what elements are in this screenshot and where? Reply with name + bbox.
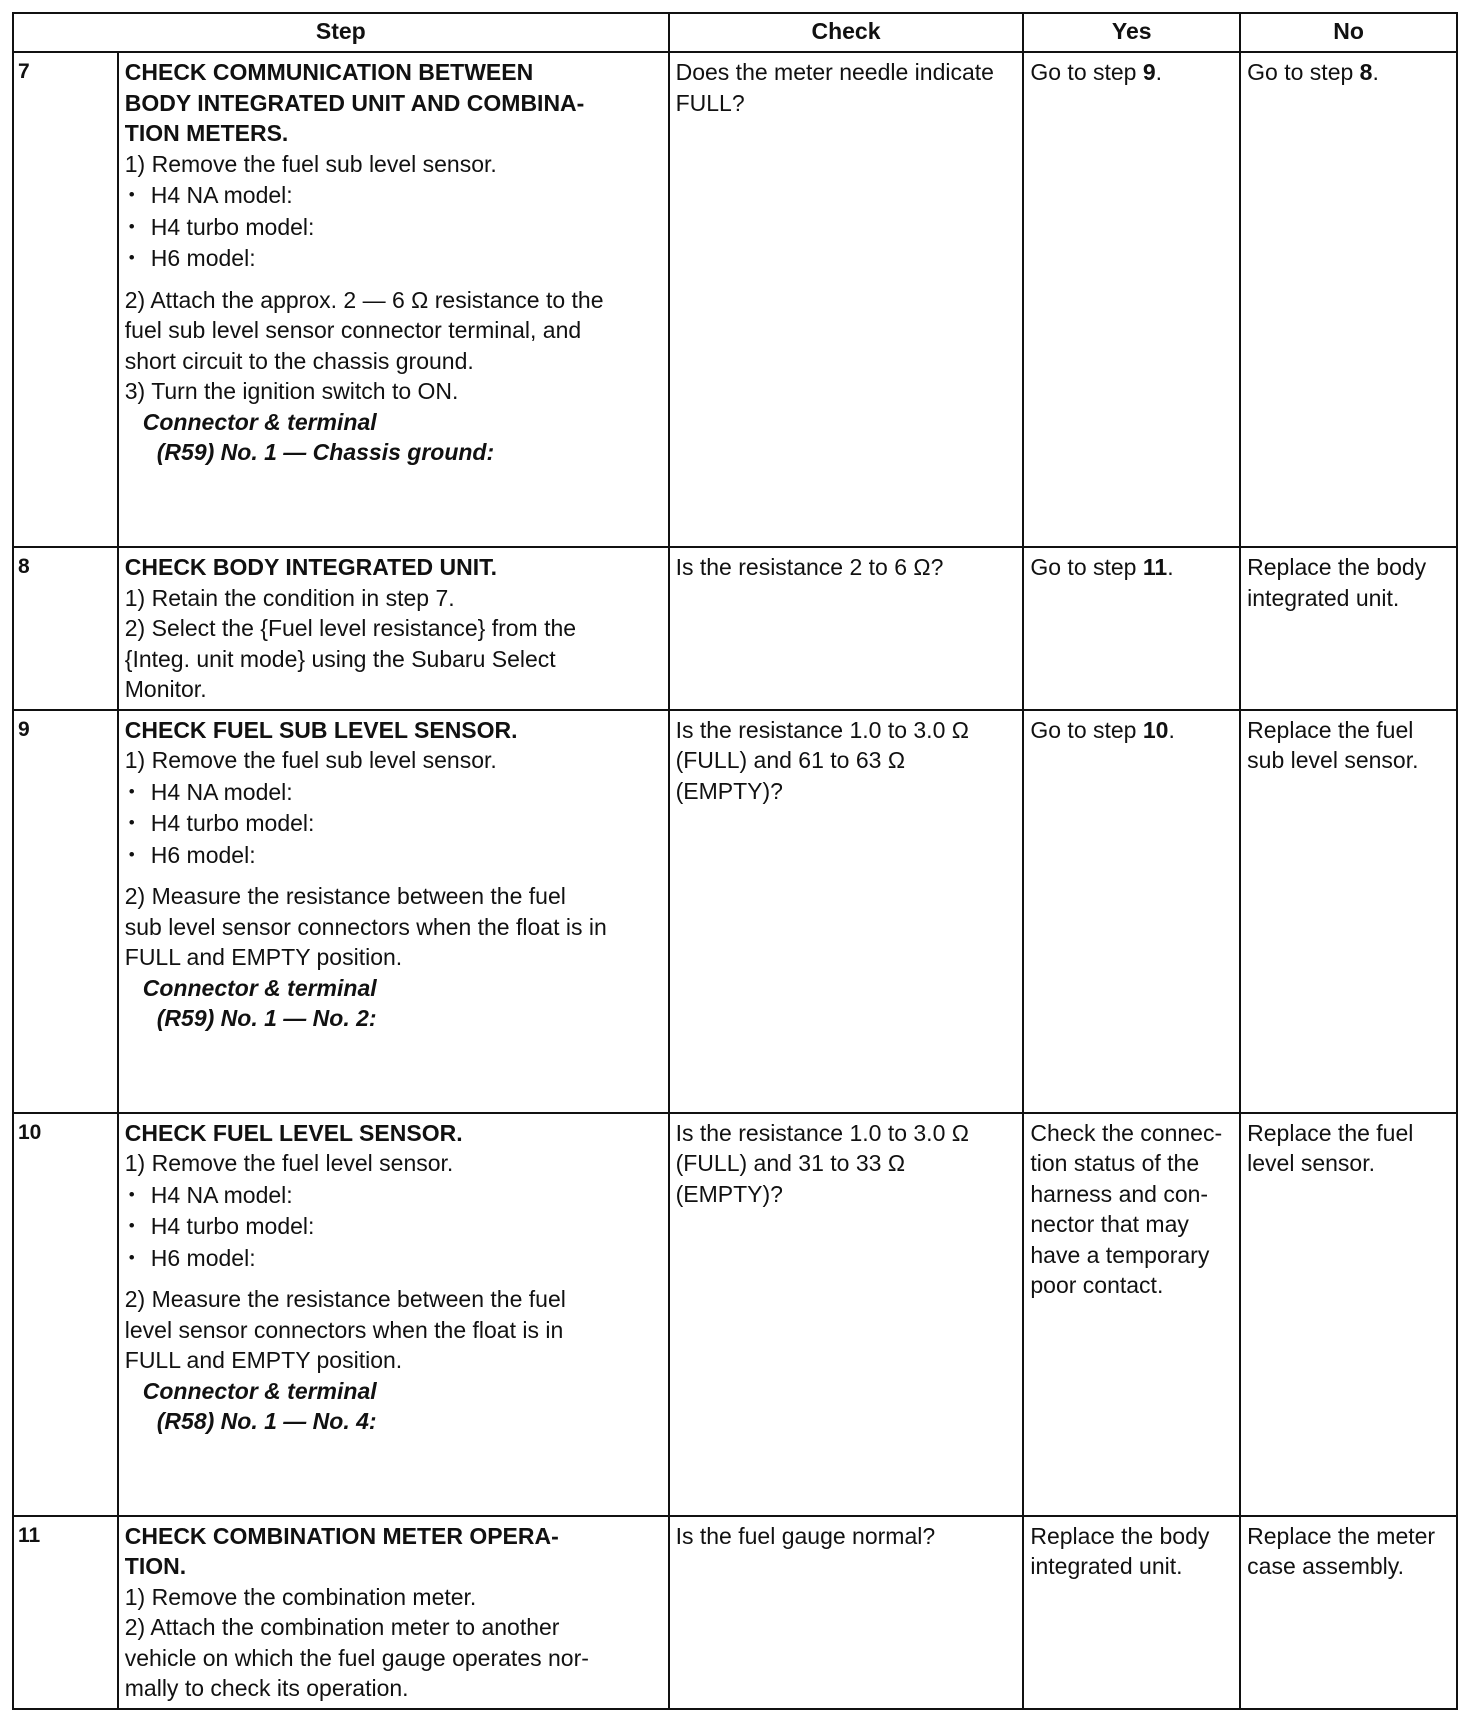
check-cell: Is the fuel gauge normal?	[669, 1516, 1024, 1709]
step-line: 1) Remove the fuel level sensor.	[124, 1150, 454, 1176]
step-number: 9	[13, 710, 118, 1113]
step-title: CHECK COMMUNICATION BETWEEN	[124, 59, 534, 85]
step-line: 2) Attach the combination meter to another	[124, 1614, 560, 1640]
header-row	[13, 13, 1457, 52]
step-title: TION.	[124, 1553, 187, 1579]
header-check: Check	[669, 13, 1024, 52]
step-title: CHECK FUEL SUB LEVEL SENSOR.	[124, 716, 518, 743]
list-item: • H6 model:	[125, 1243, 662, 1274]
yes-cell: Check the connec- tion status of the harness and con- nector that may have a temporary poor contact.	[1023, 1113, 1240, 1516]
yes-cell: Go to step 9.	[1023, 52, 1240, 547]
step-line: 1) Retain the condition in step 7.	[124, 584, 455, 611]
step-link: 10	[1142, 716, 1169, 743]
check-cell: Is the resistance 2 to 6 Ω?	[669, 547, 1024, 710]
step-line: {Integ. unit mode} using the Subaru Select	[124, 645, 556, 672]
bullet-icon: •	[128, 216, 135, 236]
connector-label: Connector & terminal	[142, 1377, 377, 1404]
connector-label: Connector & terminal	[142, 408, 377, 435]
diagnostic-table	[12, 12, 1458, 1710]
step-line: 1) Remove the fuel sub level sensor.	[124, 747, 497, 773]
yes-cell: Go to step 11.	[1023, 547, 1240, 710]
step-line: Monitor.	[124, 676, 207, 702]
header-yes: Yes	[1023, 13, 1240, 52]
step-link: 8	[1359, 59, 1373, 85]
connector-terminal: (R58) No. 1 — No. 4:	[156, 1408, 377, 1434]
step-number: 10	[13, 1113, 118, 1516]
step-number: 11	[13, 1516, 118, 1709]
list-item: • H4 turbo model:	[125, 808, 662, 839]
list-item: • H4 NA model:	[125, 180, 662, 211]
step-link: 11	[1142, 554, 1168, 580]
check-cell: Does the meter needle indicate FULL?	[669, 52, 1024, 547]
check-cell: Is the resistance 1.0 to 3.0 Ω (FULL) and 31 to 33 Ω (EMPTY)?	[669, 1113, 1024, 1516]
no-cell: Go to step 8.	[1240, 52, 1457, 547]
check-cell: Is the resistance 1.0 to 3.0 Ω (FULL) and 61 to 63 Ω (EMPTY)?	[669, 710, 1024, 1113]
yes-cell: Go to step 10.	[1023, 710, 1240, 1113]
step-title: CHECK FUEL LEVEL SENSOR.	[124, 1119, 463, 1146]
step-number: 8	[13, 547, 118, 710]
list-item: • H4 NA model:	[125, 1180, 662, 1211]
step-line: 2) Attach the approx. 2 — 6 Ω resistance to the	[124, 286, 604, 313]
list-item: • H6 model:	[125, 243, 662, 274]
list-item: • H4 NA model:	[125, 777, 662, 808]
bullet-icon: •	[128, 248, 135, 267]
table-row	[13, 52, 1457, 547]
step-line: fuel sub level sensor connector terminal, and	[124, 317, 582, 343]
step-title: BODY INTEGRATED UNIT AND COMBINA-	[124, 89, 585, 116]
step-cell	[118, 1516, 669, 1709]
connector-terminal: (R59) No. 1 — Chassis ground:	[156, 439, 495, 465]
step-title: CHECK COMBINATION METER OPERA-	[124, 1522, 559, 1549]
step-title: CHECK BODY INTEGRATED UNIT.	[124, 554, 498, 580]
step-line: vehicle on which the fuel gauge operates nor-	[124, 1644, 589, 1671]
bullet-icon: •	[128, 844, 135, 864]
step-line: 1) Remove the fuel sub level sensor.	[124, 150, 497, 177]
step-line: 3) Turn the ignition switch to ON.	[124, 378, 459, 404]
step-line: FULL and EMPTY position.	[124, 1347, 403, 1373]
step-title: TION METERS.	[124, 120, 289, 146]
step-line: short circuit to the chassis ground.	[124, 347, 474, 374]
step-line: FULL and EMPTY position.	[124, 944, 403, 970]
list-item: • H4 turbo model:	[125, 1211, 662, 1242]
step-line: 2) Measure the resistance between the fuel	[124, 1286, 566, 1312]
table-row	[13, 547, 1457, 710]
no-cell: Replace the fuel level sensor.	[1240, 1113, 1457, 1516]
step-line: 2) Select the {Fuel level resistance} from the	[124, 615, 577, 641]
table-row	[13, 1113, 1457, 1516]
connector-terminal: (R59) No. 1 — No. 2:	[156, 1005, 377, 1031]
no-cell: Replace the body integrated unit.	[1240, 547, 1457, 710]
header-step: Step	[13, 13, 669, 52]
step-line: 2) Measure the resistance between the fuel	[124, 883, 566, 909]
bullet-icon: •	[128, 185, 135, 204]
bullet-icon: •	[128, 813, 135, 832]
step-line: sub level sensor connectors when the float is in	[124, 913, 607, 940]
bullet-icon: •	[128, 1184, 135, 1204]
list-item: • H4 turbo model:	[125, 212, 662, 243]
step-number: 7	[13, 52, 118, 547]
bullet-icon: •	[128, 781, 135, 801]
table-row	[13, 710, 1457, 1113]
no-cell: Replace the fuel sub level sensor.	[1240, 710, 1457, 1113]
no-cell: Replace the meter case assembly.	[1240, 1516, 1457, 1709]
list-item: • H6 model:	[125, 840, 662, 871]
table-row	[13, 1516, 1457, 1709]
bullet-icon: •	[128, 1216, 135, 1235]
header-no: No	[1240, 13, 1457, 52]
bullet-icon: •	[128, 1247, 135, 1267]
step-line: mally to check its operation.	[124, 1675, 409, 1701]
step-line: 1) Remove the combination meter.	[124, 1583, 477, 1610]
step-cell	[118, 1113, 669, 1516]
step-cell	[118, 710, 669, 1113]
step-cell	[118, 52, 669, 547]
step-line: level sensor connectors when the float is in	[124, 1316, 564, 1343]
step-link: 9	[1142, 59, 1156, 85]
connector-label: Connector & terminal	[142, 974, 377, 1001]
step-cell	[118, 547, 669, 710]
yes-cell: Replace the body integrated unit.	[1023, 1516, 1240, 1709]
